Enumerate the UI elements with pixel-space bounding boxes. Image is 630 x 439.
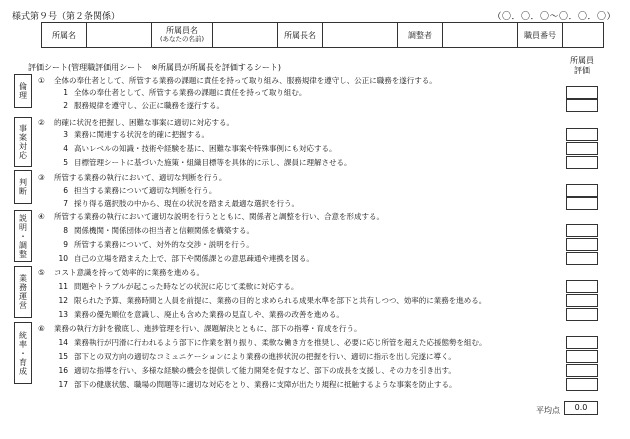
- office-name-field[interactable]: [87, 23, 152, 48]
- item-text: 所管する業務について、対外的な交渉・説明を行う。: [74, 240, 254, 249]
- criterion-item: [52, 87, 306, 98]
- category-label: [14, 210, 32, 262]
- form-number: 様式第９号（第２条関係）: [12, 12, 121, 22]
- criterion-item: [52, 143, 337, 154]
- criterion-item: [52, 365, 456, 376]
- criterion-item: [52, 157, 352, 168]
- criterion-text: コスト意識を持って効率的に業務を進める。: [54, 268, 204, 277]
- adjuster-field[interactable]: [443, 23, 518, 48]
- criterion-item: [52, 198, 299, 209]
- category-label: [14, 266, 32, 318]
- item-number: 7: [63, 199, 68, 208]
- item-number: 6: [63, 186, 68, 195]
- criterion-text: 所管する業務の執行において適切な説明を行うとともに、関係者と調整を行い、合意を形成する。: [54, 212, 384, 221]
- score-box[interactable]: [566, 238, 598, 251]
- criterion-item: [52, 185, 216, 196]
- category-label-text: 説明・調整: [18, 213, 28, 259]
- item-text: 業務に関連する状況を的確に把握する。: [74, 130, 209, 139]
- criterion-number: ①: [38, 76, 45, 85]
- evaluation-head-line2: 評価: [574, 66, 590, 75]
- average-score: 0.0: [564, 401, 598, 415]
- criterion-number: ③: [38, 173, 45, 182]
- category-label: [14, 170, 32, 204]
- item-number: 9: [63, 240, 68, 249]
- criterion-text: 的確に状況を把握し、困難な事案に適切に対応する。: [54, 118, 234, 127]
- item-number: 8: [63, 226, 68, 235]
- item-number: 4: [63, 144, 68, 153]
- category-label: [14, 117, 32, 167]
- criterion-text: 所管する業務の執行において、適切な判断を行う。: [54, 173, 227, 182]
- item-number: 12: [58, 296, 68, 305]
- criterion-item: [52, 351, 456, 362]
- evaluation-column-header: [562, 56, 602, 76]
- item-number: 13: [58, 310, 68, 319]
- criterion-number: ②: [38, 118, 45, 127]
- score-box[interactable]: [566, 156, 598, 169]
- item-number: 11: [58, 282, 68, 291]
- score-box[interactable]: [566, 280, 598, 293]
- item-text: 業務執行が円滑に行われるよう部下に作業を割り振り、柔軟な働き方を推奨し、必要に応じ所管を超えた応援態勢を組む。: [74, 338, 487, 347]
- criterion-main: [38, 323, 362, 334]
- item-number: 1: [63, 88, 68, 97]
- item-text: 採り得る選択肢の中から、現在の状況を踏まえ最適な選択を行う。: [74, 199, 299, 208]
- item-text: 高いレベルの知識・技術や経験を基に、困難な事案や特殊事例にも対応する。: [74, 144, 337, 153]
- item-text: 関係機関・関係団体の担当者と信頼関係を構築する。: [74, 226, 254, 235]
- score-box[interactable]: [566, 252, 598, 265]
- staff-no-label: 職員番号: [518, 23, 563, 48]
- score-box[interactable]: [566, 308, 598, 321]
- category-label-text: 判断: [18, 178, 28, 196]
- criterion-text: 全体の奉仕者として、所管する業務の課題に責任を持って取り組み、服務規律を遵守し、公正に職務を遂行する。: [54, 76, 437, 85]
- evaluation-head-line1: 所属員: [570, 56, 594, 65]
- criterion-main: [38, 75, 437, 86]
- category-label-text: 事案対応: [18, 124, 28, 160]
- criterion-item: [52, 337, 487, 348]
- item-number: 2: [63, 101, 68, 110]
- sheet-title: 評価シート(管理職評価用シート ※所属員が所属長を評価するシート): [28, 63, 281, 72]
- criterion-item: [52, 379, 457, 390]
- staff-no-field[interactable]: [563, 23, 604, 48]
- item-text: 部下との双方向の適切なコミュニケーションにより業務の進捗状況の把握を行い、適切に指示を出し完遂に導く。: [74, 352, 456, 361]
- criterion-main: [38, 211, 384, 222]
- member-name-label: [152, 23, 213, 48]
- score-box[interactable]: [566, 224, 598, 237]
- criterion-main: [38, 172, 226, 183]
- item-number: 14: [58, 338, 68, 347]
- category-label-text: 業務運営: [18, 274, 28, 310]
- score-box[interactable]: [566, 336, 598, 349]
- score-box[interactable]: [566, 350, 598, 363]
- item-text: 自己の立場を踏まえた上で、部下や関係課との意思疎通や連携を図る。: [74, 254, 314, 263]
- member-name-sub-label: (あなたの名前): [159, 35, 205, 43]
- criterion-text: 業務の執行方針を徹底し、進捗管理を行い、課題解決とともに、部下の指導・育成を行う。: [54, 324, 362, 333]
- item-text: 服務規律を遵守し、公正に職務を遂行する。: [74, 101, 224, 110]
- item-text: 目標管理シートに基づいた施策・組織目標等を具体的に示し、課員に理解させる。: [74, 158, 352, 167]
- member-name-label-text: 所属員名: [166, 26, 198, 35]
- item-text: 部下の健康状態、職場の問題等に適切な対応をとり、業務に支障が出たり規程に抵触するような事案を防止する。: [74, 380, 457, 389]
- item-number: 10: [58, 254, 68, 263]
- criterion-item: [52, 100, 224, 111]
- adjuster-label: 調整者: [398, 23, 443, 48]
- average-label: 平均点: [536, 406, 560, 415]
- score-box[interactable]: [566, 128, 598, 141]
- item-number: 15: [58, 352, 68, 361]
- item-text: 担当する業務について適切な判断を行う。: [74, 186, 217, 195]
- score-box[interactable]: [566, 86, 598, 99]
- criterion-item: [52, 225, 254, 236]
- office-name-label: 所属名: [42, 23, 87, 48]
- criterion-number: ⑤: [38, 268, 45, 277]
- item-text: 限られた予算、業務時間と人員を前提に、業務の目的と求められる成果水準を部下と共有しつつ、効率的に業務を進める。: [74, 296, 487, 305]
- criterion-item: [52, 253, 314, 264]
- score-box[interactable]: [566, 364, 598, 377]
- score-box[interactable]: [566, 197, 598, 210]
- criterion-item: [52, 309, 344, 320]
- header-table: [41, 22, 604, 48]
- category-label-text: 倫理: [18, 82, 28, 100]
- score-box[interactable]: [566, 99, 598, 112]
- criterion-number: ⑥: [38, 324, 45, 333]
- item-number: 16: [58, 366, 68, 375]
- criterion-number: ④: [38, 212, 45, 221]
- item-number: 5: [63, 158, 68, 167]
- item-text: 適切な指導を行い、多様な経験の機会を提供して能力開発を促すなど、部下の成長を支援し、その力を引き出す。: [74, 366, 456, 375]
- item-text: 問題やトラブルが起こった時などの状況に応じて柔軟に対応する。: [74, 282, 299, 291]
- criterion-item: [52, 239, 254, 250]
- item-number: 17: [58, 380, 68, 389]
- member-name-field[interactable]: [213, 23, 278, 48]
- chief-name-field[interactable]: [323, 23, 398, 48]
- criterion-main: [38, 267, 204, 278]
- score-box[interactable]: [566, 142, 598, 155]
- category-label: [14, 74, 32, 108]
- criterion-item: [52, 129, 209, 140]
- score-box[interactable]: [566, 184, 598, 197]
- evaluation-period: （〇．〇．〇〜〇．〇．〇）: [492, 12, 616, 22]
- criterion-main: [38, 117, 234, 128]
- item-number: 3: [63, 130, 68, 139]
- criterion-item: [52, 281, 298, 292]
- category-label: [14, 322, 32, 384]
- chief-name-label: 所属長名: [278, 23, 323, 48]
- item-text: 業務の優先順位を意識し、廃止も含めた業務の見直しや、業務の改善を進める。: [74, 310, 344, 319]
- score-box[interactable]: [566, 294, 598, 307]
- item-text: 全体の奉仕者として、所管する業務の課題に責任を持って取り組む。: [74, 88, 307, 97]
- score-box[interactable]: [566, 378, 598, 391]
- category-label-text: 統率・育成: [18, 330, 28, 376]
- criterion-item: [52, 295, 486, 306]
